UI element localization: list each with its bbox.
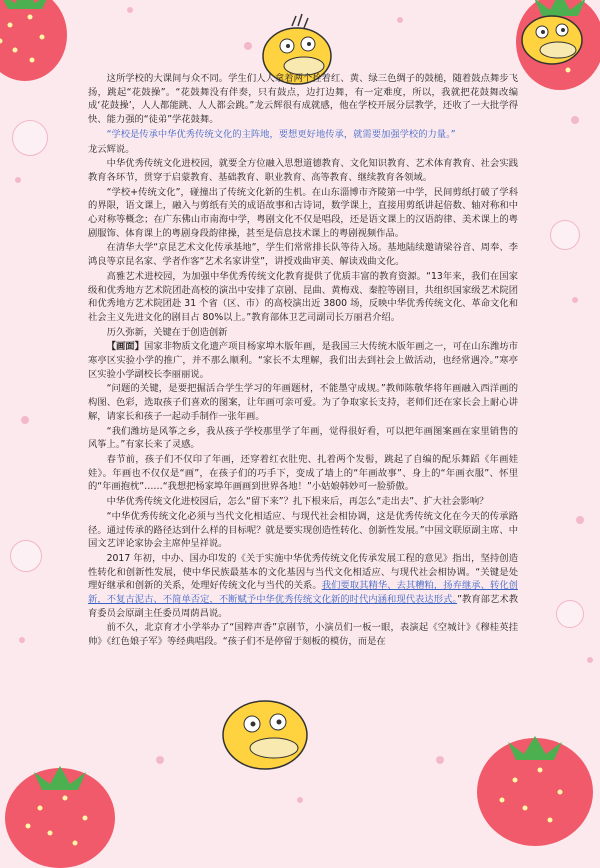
paragraph-text: 国家非物质文化遗产项目杨家埠木版年画，是我国三大传统木版年画之一，可在山东潍坊市寒亭区实验小学的推广，并不那么顺利。“家长不太理解，我们出去到社会上做活动，也经常遇冷。”寒亭区实验小学副校长李丽丽说。	[88, 341, 518, 380]
strawberry-icon	[0, 748, 130, 868]
underlined-quote: 我们要取其精华、去其糟粕，扬弃继承、转化创新，不复古泥古、不简单否定，不断赋予中华优秀传统文化新的时代内涵和现代表达形式。	[88, 580, 518, 606]
bubble-decoration	[10, 540, 42, 572]
article-body	[88, 72, 518, 650]
paragraph: 高雅艺术进校园，为加强中华优秀传统文化教育提供了优质丰富的教育资源。“13年来，我们在国家级和优秀地方艺术院团赴高校的演出中安排了京剧、昆曲、黄梅戏、秦腔等剧目，共组织国家级艺术院团和优秀地方艺术院团赴 31 个省（区、市）的高校演出近 3800 场，反映中华优秀传统文化、革命文化和社会主义先进文化的剧目占 80%以上。”教育部体卫艺司副司长万丽君介绍。	[88, 270, 518, 323]
paragraph	[88, 552, 518, 621]
paragraph: 这所学校的大课间与众不同。学生们人人拿着两个拴着红、黄、绿三色绸子的鼓槌，随着鼓点舞步飞扬，跳起“花鼓操”。“花鼓舞没有伴奏，只有鼓点，边打边舞，有一定难度，所以，我就把花鼓舞改编成‘花鼓操’，人人都能跳、人人都会跳。”龙云辉很有成就感，他在学校开展分层教学，还收了一大批学得快、能力强的“徒弟”学花鼓舞。	[88, 73, 518, 126]
paragraph: “学校+传统文化”，碰撞出了传统文化新的生机。在山东淄博市齐陵第一中学，民间剪纸打破了学科的界限，语文课上，融入与剪纸有关的成语故事和古诗词，数学课上，直接用剪纸讲起倍数、轴对称和中心对称等概念；在广东佛山市南海中学，粤剧文化不仅是唱段，还是语文课上的汉语韵律、美术课上的粤剧服饰、体育课上的粤剧身段韵律操，甚至是信息技术课上的粤剧视频作品。	[88, 186, 518, 239]
yellow-duck-icon	[210, 680, 320, 780]
yellow-duck-icon	[512, 0, 592, 70]
paragraph: 中华优秀传统文化进校园后，怎么“留下来”？扎下根来后，再怎么“走出去”、扩大社会影响？	[106, 496, 489, 508]
bubble-decoration	[12, 120, 48, 156]
paragraph: 龙云辉说。	[88, 143, 135, 155]
paragraph: 中华优秀传统文化进校园，就要全方位融入思想道德教育、文化知识教育、艺术体育教育、社会实践教育各环节，贯穿于启蒙教育、基础教育、职业教育、高等教育、继续教育各领域。	[88, 158, 518, 183]
paragraph-text: ”教育部艺术教育委员会原副主任委员周荫昌说。	[88, 594, 518, 619]
highlighted-quote: “学校是传承中华优秀传统文化的主阵地，要想更好地传承，就需要加强学校的力量。”	[106, 128, 456, 140]
bubble-decoration	[550, 220, 580, 250]
paragraph: “中华优秀传统文化必须与当代文化相适应、与现代社会相协调，这是优秀传统文化在今天的传承路径。通过传承的路径达到什么样的目标呢？就是要实现创造性转化、创新性发展。”中国文联原副主席、中国文艺评论家协会主席仲呈祥说。	[88, 510, 518, 550]
paragraph: “我们潍坊是风筝之乡，我从孩子学校那里学了年画，觉得很好看，可以把年画图案画在家里销售的风筝上。”有家长来了灵感。	[88, 425, 518, 451]
paragraph: 在清华大学“京昆艺术文化传承基地”，学生们常常排长队等待入场。基地陆续邀请梁谷音、周奉、李鸿良等京昆名家、学者作客“艺术名家讲堂”，讲授戏曲审美、解读戏曲文化。	[88, 242, 518, 268]
section-tag: 【画面】	[106, 341, 144, 353]
strawberry-icon	[460, 720, 600, 850]
paragraph	[88, 340, 518, 381]
paragraph: “问题的关键，是要把掘活合学生学习的年画题材，不能墨守成规。”教师陈敬华将年画融入西洋画的构图、色彩，选取孩子们喜欢的图案，让年画可亲可爱。为了争取家长支持，老师们还在家长会上耐心讲解，请家长和孩子一起动手制作一张年画。	[88, 383, 518, 422]
paragraph: 春节前，孩子们不仅印了年画，还穿着红衣肚兜、扎着两个发髻，跳起了自编的配乐舞蹈《年画娃娃》。年画也不仅仅是“画”，在孩子们的巧手下，变成了墙上的“年画故事”、身上的“年画衣服”、怀里的“年画抱枕”……“我想把杨家埠年画画到世界各地！”小姑娘韩妙可一脸骄傲。	[88, 453, 518, 493]
paragraph-text: 2017 年初，中办、国办印发的《关于实施中华优秀传统文化传承发展工程的意见》指出，坚持创造性转化和创新性发展，使中华民族最基本的文化基因与当代文化相适应、与现代社会相协调。“关键是处理好继承和创新的关系，处理好传统文化与当代的关系。	[88, 552, 518, 592]
paragraph	[88, 128, 518, 142]
bubble-decoration	[556, 600, 584, 628]
strawberry-icon	[0, 0, 80, 85]
paragraph: 前不久，北京育才小学举办了“国粹声香”京剧节，小演员们一板一眼，表演起《空城计》《穆桂英挂帅》《红色娘子军》等经典唱段。“孩子们不是停留于刻板的模仿，而是在	[88, 622, 518, 648]
section-heading: 历久弥新，关键在于创造创新	[106, 326, 228, 338]
